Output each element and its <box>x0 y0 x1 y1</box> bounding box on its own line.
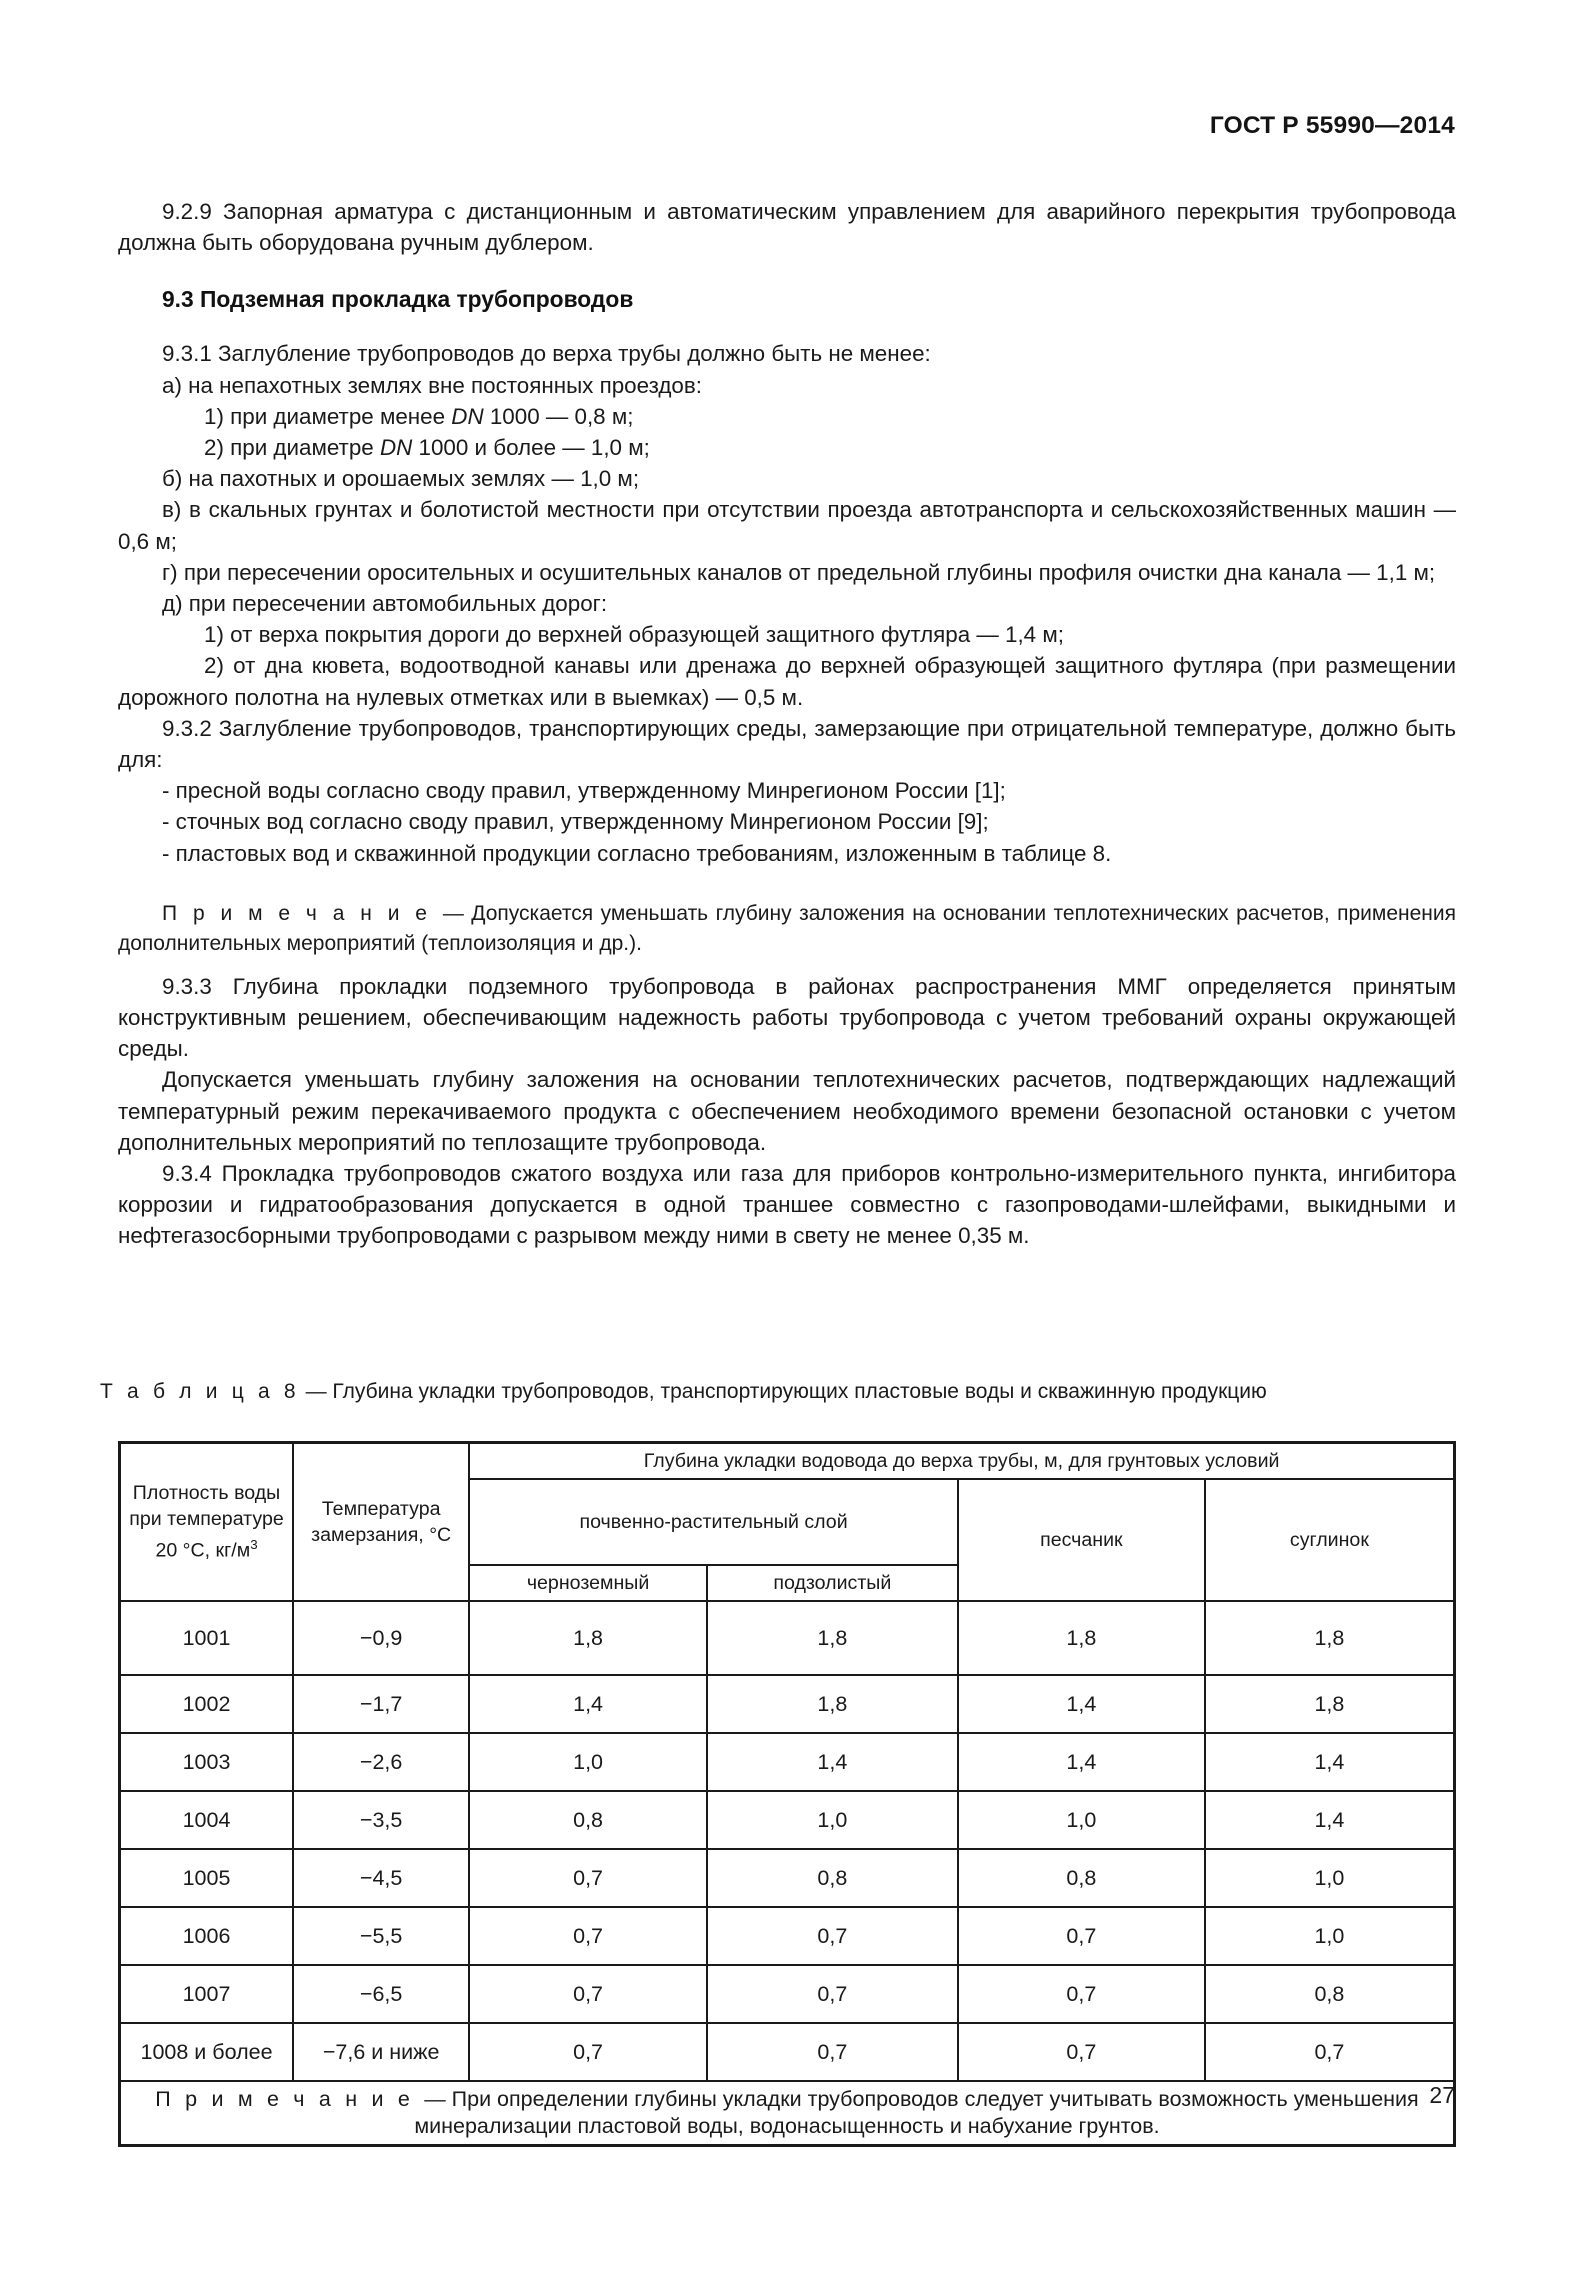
list-item-a-2 <box>118 432 1456 463</box>
list-item-a-1 <box>118 401 1456 432</box>
table-note-text: — При определении глубины укладки трубопроводов следует учитывать возможность уменьшения минерализации пластовой воды, водонасыщенность и набухание грунтов. <box>414 2087 1419 2138</box>
cell-density: 1008 и более <box>120 2023 294 2081</box>
table-row <box>120 1791 1455 1849</box>
cell-chernozem: 0,7 <box>469 1907 707 1965</box>
table-row <box>120 1601 1455 1675</box>
table-note-content <box>155 2087 1418 2138</box>
cell-freeze-temp: −3,5 <box>293 1791 469 1849</box>
cell-loam: 0,7 <box>1205 2023 1455 2081</box>
table-head <box>120 1443 1455 1602</box>
header-group-soil-layer: почвенно-растительный слой <box>469 1479 958 1565</box>
table-row <box>120 1965 1455 2023</box>
cell-sandstone: 1,8 <box>958 1601 1205 1675</box>
table-row <box>120 1733 1455 1791</box>
cell-podzol: 0,8 <box>707 1849 958 1907</box>
cell-density: 1004 <box>120 1791 294 1849</box>
cell-loam: 1,8 <box>1205 1675 1455 1733</box>
header-freezing-temp-line2: замерзания, °С <box>311 1524 452 1546</box>
header-freezing-temp-line1: Температура <box>321 1498 441 1520</box>
header-density-exponent: 3 <box>250 1537 258 1553</box>
cell-density: 1002 <box>120 1675 294 1733</box>
list-item-d: д) при пересечении автомобильных дорог: <box>162 591 608 617</box>
table-caption-label: Т а б л и ц а 8 <box>100 1380 300 1403</box>
cell-density: 1003 <box>120 1733 294 1791</box>
table-caption-text: — Глубина укладки трубопроводов, транспортирующих пластовые воды и скважинную продукцию <box>299 1380 1267 1403</box>
cell-podzol: 1,4 <box>707 1733 958 1791</box>
paragraph-9-3-1: 9.3.1 Заглубление трубопроводов до верха трубы должно быть не менее: <box>162 341 931 367</box>
cell-sandstone: 0,7 <box>958 1907 1205 1965</box>
page-header-standard-id: ГОСТ Р 55990—2014 <box>1209 112 1455 139</box>
cell-sandstone: 0,7 <box>958 1965 1205 2023</box>
list-item-d-1: 1) от верха покрытия дороги до верхней образующей защитного футляра — 1,4 м; <box>204 622 1064 648</box>
cell-sandstone: 0,8 <box>958 1849 1205 1907</box>
cell-sandstone: 1,4 <box>958 1733 1205 1791</box>
cell-density: 1007 <box>120 1965 294 2023</box>
dash-item-2: - сточных вод согласно своду правил, утвержденному Минрегионом России [9]; <box>162 809 989 835</box>
document-body <box>118 196 1456 1252</box>
cell-freeze-temp: −4,5 <box>293 1849 469 1907</box>
cell-loam: 1,8 <box>1205 1601 1455 1675</box>
header-podzol: подзолистый <box>707 1565 958 1601</box>
table-note-label: П р и м е ч а н и е <box>155 2087 425 2111</box>
dn-abbrev: DN <box>451 403 484 429</box>
cell-freeze-temp: −6,5 <box>293 1965 469 2023</box>
table-row <box>120 1849 1455 1907</box>
cell-podzol: 1,8 <box>707 1675 958 1733</box>
cell-podzol: 0,7 <box>707 2023 958 2081</box>
paragraph-9-2-9: 9.2.9 Запорная арматура с дистанционным и автоматическим управлением для аварийного перекрытия трубопровода должна быть оборудована ручным дублером. <box>118 199 1456 256</box>
header-density <box>120 1443 294 1602</box>
cell-freeze-temp: −2,6 <box>293 1733 469 1791</box>
cell-chernozem: 0,7 <box>469 2023 707 2081</box>
cell-chernozem: 0,7 <box>469 1965 707 2023</box>
cell-freeze-temp: −7,6 и ниже <box>293 2023 469 2081</box>
cell-podzol: 1,0 <box>707 1791 958 1849</box>
list-item-a-1-post: 1000 — 0,8 м; <box>483 403 634 429</box>
header-group-depth: Глубина укладки водовода до верха трубы, м, для грунтовых условий <box>469 1443 1454 1480</box>
list-item-a-2-post: 1000 и более — 1,0 м; <box>412 435 650 461</box>
table-caption <box>100 1378 1480 1406</box>
list-item-a-2-pre: 2) при диаметре <box>204 435 380 461</box>
paragraph-9-3-4: 9.3.4 Прокладка трубопроводов сжатого воздуха или газа для приборов контрольно-измерительного пункта, ингибитора коррозии и гидратообразования допускается в одной траншее совместно с газопроводами-шлейфами, выкидными и нефтегазосборными трубопроводами с разрывом между ними в свету не менее 0,35 м. <box>118 1161 1456 1249</box>
dash-item-1: - пресной воды согласно своду правил, утвержденному Минрегионом России [1]; <box>162 778 1006 804</box>
cell-density: 1005 <box>120 1849 294 1907</box>
paragraph-9-3-3b: Допускается уменьшать глубину заложения на основании теплотехнических расчетов, подтверждающих надлежащий температурный режим перекачиваемого продукта с обеспечением необходимого времени безопасной остановки с учетом дополнительных мероприятий по теплозащите трубопровода. <box>118 1067 1456 1155</box>
cell-chernozem: 1,4 <box>469 1675 707 1733</box>
header-loam: суглинок <box>1205 1479 1455 1601</box>
list-item-d-2: 2) от дна кювета, водоотводной канавы или дренажа до верхней образующей защитного футляра (при размещении дорожного полотна на нулевых отметках или в выемках) — 0,5 м. <box>118 653 1456 710</box>
header-density-line3 <box>127 1532 286 1564</box>
cell-loam: 1,4 <box>1205 1733 1455 1791</box>
cell-loam: 1,0 <box>1205 1907 1455 1965</box>
cell-sandstone: 1,4 <box>958 1675 1205 1733</box>
paragraph-9-3-2: 9.3.2 Заглубление трубопроводов, транспортирующих среды, замерзающие при отрицательной температуре, должно быть для: <box>118 715 1456 773</box>
list-item-v: в) в скальных грунтах и болотистой местности при отсутствии проезда автотранспорта и сельскохозяйственных машин — 0,6 м; <box>118 497 1456 554</box>
note-text: — Допускается уменьшать глубину заложения на основании теплотехнических расчетов, применения дополнительных мероприятий (теплоизоляция и др.). <box>118 901 1456 955</box>
dash-item-3: - пластовых вод и скважинной продукции согласно требованиям, изложенным в таблице 8. <box>162 840 1112 866</box>
header-sandstone: песчаник <box>958 1479 1205 1601</box>
cell-loam: 1,4 <box>1205 1791 1455 1849</box>
table-note-row <box>120 2081 1455 2146</box>
cell-chernozem: 0,8 <box>469 1791 707 1849</box>
list-item-a: а) на непахотных землях вне постоянных проездов: <box>162 372 702 398</box>
table-body <box>120 1601 1455 2146</box>
cell-chernozem: 1,0 <box>469 1733 707 1791</box>
cell-freeze-temp: −0,9 <box>293 1601 469 1675</box>
paragraph-9-3-3: 9.3.3 Глубина прокладки подземного трубопровода в районах распространения ММГ определяется принятым конструктивным решением, обеспечивающим надежность работы трубопровода с учетом требований охраны окружающей среды. <box>118 973 1456 1062</box>
table-note <box>120 2081 1455 2146</box>
table-row <box>120 1675 1455 1733</box>
list-item-a-1-pre: 1) при диаметре менее <box>204 403 452 429</box>
cell-chernozem: 0,7 <box>469 1849 707 1907</box>
header-density-unit: 20 °C, кг/м <box>155 1539 251 1562</box>
header-chernozem: черноземный <box>469 1565 707 1601</box>
cell-podzol: 1,8 <box>707 1601 958 1675</box>
cell-podzol: 0,7 <box>707 1965 958 2023</box>
table-8 <box>118 1441 1456 2147</box>
cell-freeze-temp: −1,7 <box>293 1675 469 1733</box>
cell-sandstone: 1,0 <box>958 1791 1205 1849</box>
cell-loam: 1,0 <box>1205 1849 1455 1907</box>
note-9-3-2 <box>118 899 1456 959</box>
table-row <box>120 1907 1455 1965</box>
cell-chernozem: 1,8 <box>469 1601 707 1675</box>
dn-abbrev: DN <box>379 435 413 461</box>
list-item-g: г) при пересечении оросительных и осушительных каналов от предельной глубины профиля очистки дна канала — 1,1 м; <box>162 559 1436 585</box>
header-density-line1: Плотность воды <box>132 1482 281 1505</box>
page-number: 27 <box>1429 2082 1455 2108</box>
header-density-line2: при температуре <box>129 1508 284 1531</box>
table-row <box>120 2023 1455 2081</box>
cell-freeze-temp: −5,5 <box>293 1907 469 1965</box>
table-8-wrapper <box>118 1441 1456 2147</box>
cell-density: 1001 <box>120 1601 294 1675</box>
cell-podzol: 0,7 <box>707 1907 958 1965</box>
cell-sandstone: 0,7 <box>958 2023 1205 2081</box>
cell-density: 1006 <box>120 1907 294 1965</box>
heading-9-3: 9.3 Подземная прокладка трубопроводов <box>162 286 634 313</box>
cell-loam: 0,8 <box>1205 1965 1455 2023</box>
note-label: П р и м е ч а н и е <box>162 901 443 925</box>
header-freezing-temp <box>293 1443 469 1602</box>
table-head-row-1 <box>120 1443 1455 1480</box>
list-item-b: б) на пахотных и орошаемых землях — 1,0 м; <box>162 466 640 492</box>
